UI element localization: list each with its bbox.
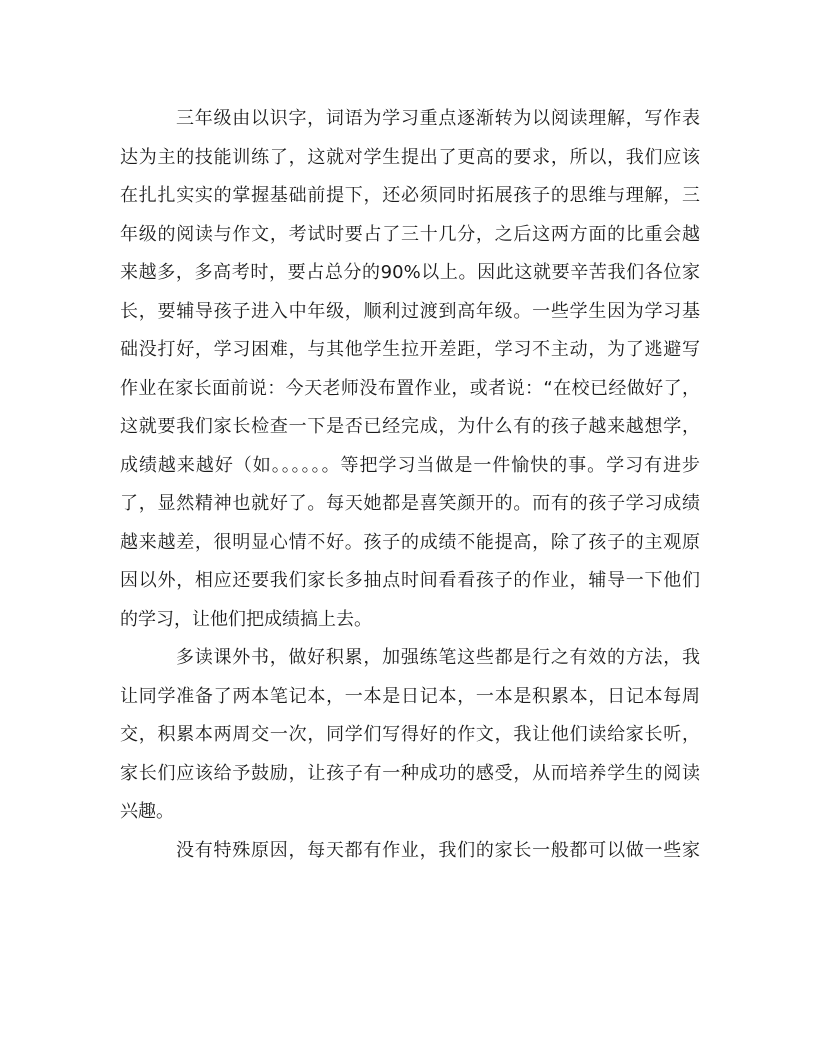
text-line: 兴趣。 [120, 801, 174, 822]
text-line: 没有特殊原因，每天都有作业，我们的家长一般都可以做一些家 [176, 839, 700, 861]
text-line: 础没打好，学习困难，与其他学生拉开差距，学习不主动，为了逃避写 [120, 339, 700, 360]
text-line: 成绩越来越好（如。。。。。。等把学习当做是一件愉快的事。学习有进步 [120, 454, 700, 476]
text-line: 交，积累本两周交一次，同学们写得好的作文，我让他们读给家长听， [120, 724, 700, 745]
text-line: 的学习，让他们把成绩搞上去。 [120, 608, 372, 630]
text-line: 来越多，多高考时，要占总分的90%以上。因此这就要辛苦我们各位家 [120, 262, 700, 283]
document-body [120, 100, 700, 870]
text-line: 作业在家长面前说：今天老师没布置作业，或者说：“在校已经做好了， [120, 377, 700, 399]
text-line: 三年级由以识字，词语为学习重点逐渐转为以阅读理解，写作表 [176, 108, 700, 129]
text-line: 这就要我们家长检查一下是否已经完成，为什么有的孩子越来越想学， [120, 416, 700, 437]
text-line: 多读课外书，做好积累，加强练笔这些都是行之有效的方法，我 [176, 647, 700, 668]
paragraph-2 [120, 639, 700, 832]
paragraph-1 [120, 100, 700, 639]
text-line: 越来越差，很明显心情不好。孩子的成绩不能提高，除了孩子的主观原 [120, 531, 700, 553]
text-line: 了，显然精神也就好了。每天她都是喜笑颜开的。而有的孩子学习成绩 [120, 493, 700, 514]
text-line: 年级的阅读与作文，考试时要占了三十几分，之后这两方面的比重会越 [120, 223, 700, 245]
paragraph-3 [120, 832, 700, 871]
text-line: 因以外，相应还要我们家长多抽点时间看看孩子的作业，辅导一下他们 [120, 570, 700, 591]
text-line: 达为主的技能训练了，这就对学生提出了更高的要求，所以，我们应该 [120, 146, 700, 168]
text-line: 长，要辅导孩子进入中年级，顺利过渡到高年级。一些学生因为学习基 [120, 300, 700, 322]
text-line: 在扎扎实实的掌握基础前提下，还必须同时拓展孩子的思维与理解，三 [120, 185, 700, 206]
text-line: 让同学准备了两本笔记本，一本是日记本，一本是积累本，日记本每周 [120, 685, 700, 707]
text-line: 家长们应该给予鼓励，让孩子有一种成功的感受，从而培养学生的阅读 [120, 762, 700, 784]
